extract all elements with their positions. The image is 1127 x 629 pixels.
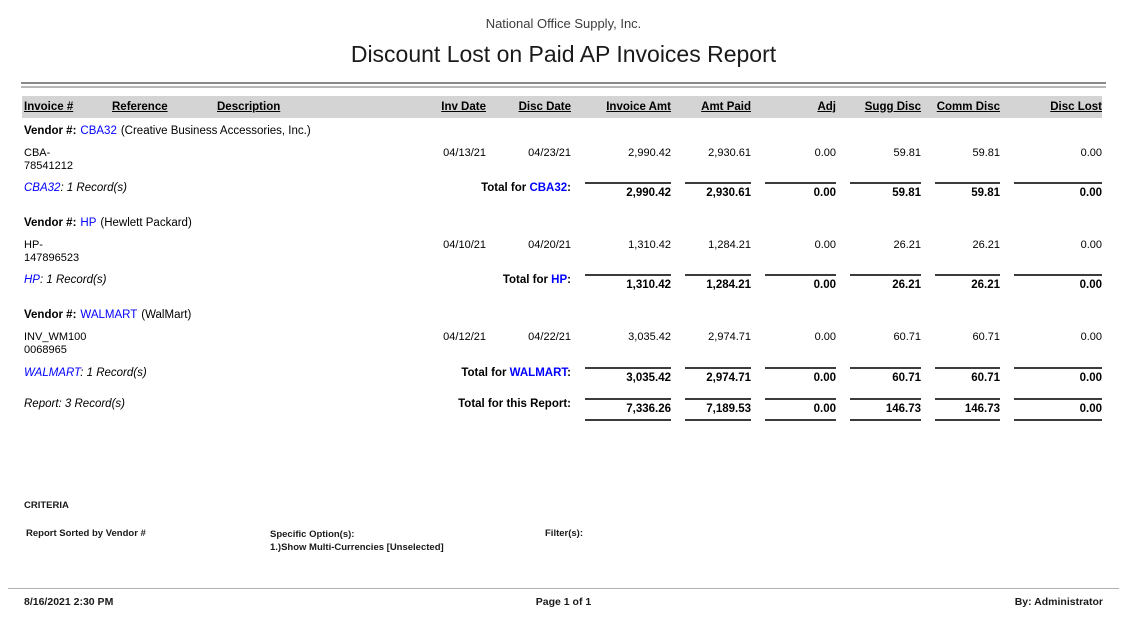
invoice-number-line1: INV_WM100 xyxy=(24,331,87,343)
vendor-line xyxy=(22,125,1102,138)
total-label-colon: : xyxy=(567,274,571,286)
report-record-count: Report: 3 Record(s) xyxy=(24,398,125,410)
criteria-sort-text: Report Sorted by Vendor # xyxy=(26,528,146,539)
vendor-code-link[interactable]: HP xyxy=(80,217,97,229)
column-header-inv-date: Inv Date xyxy=(441,101,486,113)
company-name: National Office Supply, Inc. xyxy=(485,16,642,31)
cell-invoice-number xyxy=(22,147,112,173)
cell-sugg-disc: 59.81 xyxy=(893,147,921,159)
page-footer xyxy=(8,588,1119,608)
vendor-code-link[interactable]: HP xyxy=(551,274,568,286)
total-disc-lost: 0.00 xyxy=(1014,274,1102,292)
vendor-total-label xyxy=(428,367,571,385)
vendor-prefix-label: Vendor #: xyxy=(24,125,77,137)
cell-invoice-number xyxy=(22,331,112,357)
total-disc-lost: 0.00 xyxy=(1014,367,1102,385)
cell-invoice-number xyxy=(22,239,112,265)
invoice-row xyxy=(22,147,1102,173)
footer-generated-by: By: Administrator xyxy=(1014,596,1103,608)
title-divider xyxy=(21,82,1106,88)
vendor-total-label xyxy=(428,274,571,292)
record-count-text: : 1 Record(s) xyxy=(60,182,127,194)
report-total-amt-paid: 7,189.53 xyxy=(685,398,751,421)
total-comm-disc: 26.21 xyxy=(935,274,1000,292)
report-total-label: Total for this Report: xyxy=(458,398,571,410)
report-total-sugg-disc: 146.73 xyxy=(850,398,921,421)
cell-disc-date: 04/23/21 xyxy=(528,147,571,159)
footer-row xyxy=(8,589,1119,608)
total-amt-paid: 2,974.71 xyxy=(685,367,751,385)
vendor-code-link[interactable]: CBA32 xyxy=(529,182,568,194)
column-header-disc-lost: Disc Lost xyxy=(1050,101,1102,113)
cell-sugg-disc: 26.21 xyxy=(893,239,921,251)
cell-adj: 0.00 xyxy=(814,147,836,159)
total-adj: 0.00 xyxy=(765,367,836,385)
total-label-colon: : xyxy=(567,367,571,379)
vendor-record-count xyxy=(22,182,428,200)
cell-invoice-amt: 2,990.42 xyxy=(628,147,671,159)
report-total-invoice-amt: 7,336.26 xyxy=(585,398,671,421)
report-total-row xyxy=(22,398,1102,421)
vendor-group-header xyxy=(22,217,1102,230)
invoice-number-line1: CBA- xyxy=(24,147,51,159)
vendor-code-link[interactable]: WALMART xyxy=(509,367,568,379)
total-adj: 0.00 xyxy=(765,182,836,200)
invoice-number-line2: 78541212 xyxy=(24,160,73,172)
vendor-code-link[interactable]: CBA32 xyxy=(24,182,61,194)
vendor-total-row xyxy=(22,182,1102,200)
vendor-name: (Hewlett Packard) xyxy=(100,217,192,229)
invoice-row xyxy=(22,331,1102,357)
column-header-description: Description xyxy=(217,101,281,113)
record-count-text: : 1 Record(s) xyxy=(39,274,107,286)
total-sugg-disc: 26.21 xyxy=(850,274,921,292)
cell-comm-disc: 26.21 xyxy=(972,239,1000,251)
column-header-disc-date: Disc Date xyxy=(518,101,571,113)
cell-inv-date: 04/10/21 xyxy=(443,239,486,251)
cell-disc-lost: 0.00 xyxy=(1080,147,1102,159)
cell-comm-disc: 59.81 xyxy=(972,147,1000,159)
criteria-option-1: 1.)Show Multi-Currencies [Unselected] xyxy=(270,542,444,553)
cell-invoice-amt: 3,035.42 xyxy=(628,331,671,343)
vendor-prefix-label: Vendor #: xyxy=(24,309,77,321)
vendor-name: (Creative Business Accessories, Inc.) xyxy=(120,125,311,137)
vendor-line xyxy=(22,217,1102,230)
vendor-total-row xyxy=(22,367,1102,385)
vendor-record-count xyxy=(22,274,428,292)
vendor-total-label xyxy=(428,182,571,200)
total-label-colon: : xyxy=(567,182,571,194)
cell-adj: 0.00 xyxy=(814,331,836,343)
cell-inv-date: 04/13/21 xyxy=(443,147,486,159)
total-for-label: Total for xyxy=(481,182,530,194)
cell-adj: 0.00 xyxy=(814,239,836,251)
report-table xyxy=(22,96,1106,421)
criteria-options-label: Specific Option(s): xyxy=(270,529,355,540)
vendor-code-link[interactable]: HP xyxy=(24,274,40,286)
cell-invoice-amt: 1,310.42 xyxy=(628,239,671,251)
column-header-reference: Reference xyxy=(112,101,168,113)
cell-disc-date: 04/22/21 xyxy=(528,331,571,343)
total-invoice-amt: 2,990.42 xyxy=(585,182,671,200)
vendor-code-link[interactable]: WALMART xyxy=(80,309,138,321)
page-title: Discount Lost on Paid AP Invoices Report xyxy=(350,41,777,67)
total-adj: 0.00 xyxy=(765,274,836,292)
invoice-number-line1: HP- xyxy=(24,239,43,251)
column-header-comm-disc: Comm Disc xyxy=(936,101,1000,113)
total-disc-lost: 0.00 xyxy=(1014,182,1102,200)
column-header-invoice-number: Invoice # xyxy=(24,101,74,113)
vendor-group-header xyxy=(22,309,1102,322)
vendor-prefix-label: Vendor #: xyxy=(24,217,77,229)
vendor-group-header xyxy=(22,125,1102,138)
cell-amt-paid: 2,930.61 xyxy=(708,147,751,159)
cell-inv-date: 04/12/21 xyxy=(443,331,486,343)
cell-amt-paid: 1,284.21 xyxy=(708,239,751,251)
cell-disc-lost: 0.00 xyxy=(1080,239,1102,251)
invoice-row xyxy=(22,239,1102,265)
total-for-label: Total for xyxy=(461,367,510,379)
cell-amt-paid: 2,974.71 xyxy=(708,331,751,343)
total-invoice-amt: 1,310.42 xyxy=(585,274,671,292)
vendor-code-link[interactable]: WALMART xyxy=(24,367,81,379)
column-header-adj: Adj xyxy=(817,101,836,113)
report-total-comm-disc: 146.73 xyxy=(935,398,1000,421)
vendor-code-link[interactable]: CBA32 xyxy=(80,125,117,137)
footer-generated-datetime: 8/16/2021 2:30 PM xyxy=(24,596,114,608)
invoice-number-line2: 0068965 xyxy=(24,344,67,356)
cell-disc-lost: 0.00 xyxy=(1080,331,1102,343)
cell-disc-date: 04/20/21 xyxy=(528,239,571,251)
vendor-total-row xyxy=(22,274,1102,292)
criteria-heading: CRITERIA xyxy=(24,500,69,511)
cell-sugg-disc: 60.71 xyxy=(893,331,921,343)
total-comm-disc: 59.81 xyxy=(935,182,1000,200)
footer-page-number: Page 1 of 1 xyxy=(535,596,592,608)
criteria-filters-label: Filter(s): xyxy=(545,528,583,539)
total-invoice-amt: 3,035.42 xyxy=(585,367,671,385)
total-amt-paid: 2,930.61 xyxy=(685,182,751,200)
total-sugg-disc: 60.71 xyxy=(850,367,921,385)
table-header-row xyxy=(22,96,1102,118)
criteria-options xyxy=(270,528,444,554)
column-header-invoice-amt: Invoice Amt xyxy=(606,101,671,113)
column-header-amt-paid: Amt Paid xyxy=(701,101,751,113)
record-count-text: : 1 Record(s) xyxy=(80,367,147,379)
vendor-line xyxy=(22,309,1102,322)
total-sugg-disc: 59.81 xyxy=(850,182,921,200)
report-total-disc-lost: 0.00 xyxy=(1014,398,1102,421)
vendor-name: (WalMart) xyxy=(141,309,192,321)
total-comm-disc: 60.71 xyxy=(935,367,1000,385)
divider-line-bottom xyxy=(21,86,1106,88)
vendor-record-count xyxy=(22,367,428,385)
invoice-number-line2: 147896523 xyxy=(24,252,80,264)
total-for-label: Total for xyxy=(502,274,552,286)
cell-comm-disc: 60.71 xyxy=(972,331,1000,343)
total-amt-paid: 1,284.21 xyxy=(685,274,751,292)
column-header-sugg-disc: Sugg Disc xyxy=(864,101,921,113)
report-total-adj: 0.00 xyxy=(765,398,836,421)
